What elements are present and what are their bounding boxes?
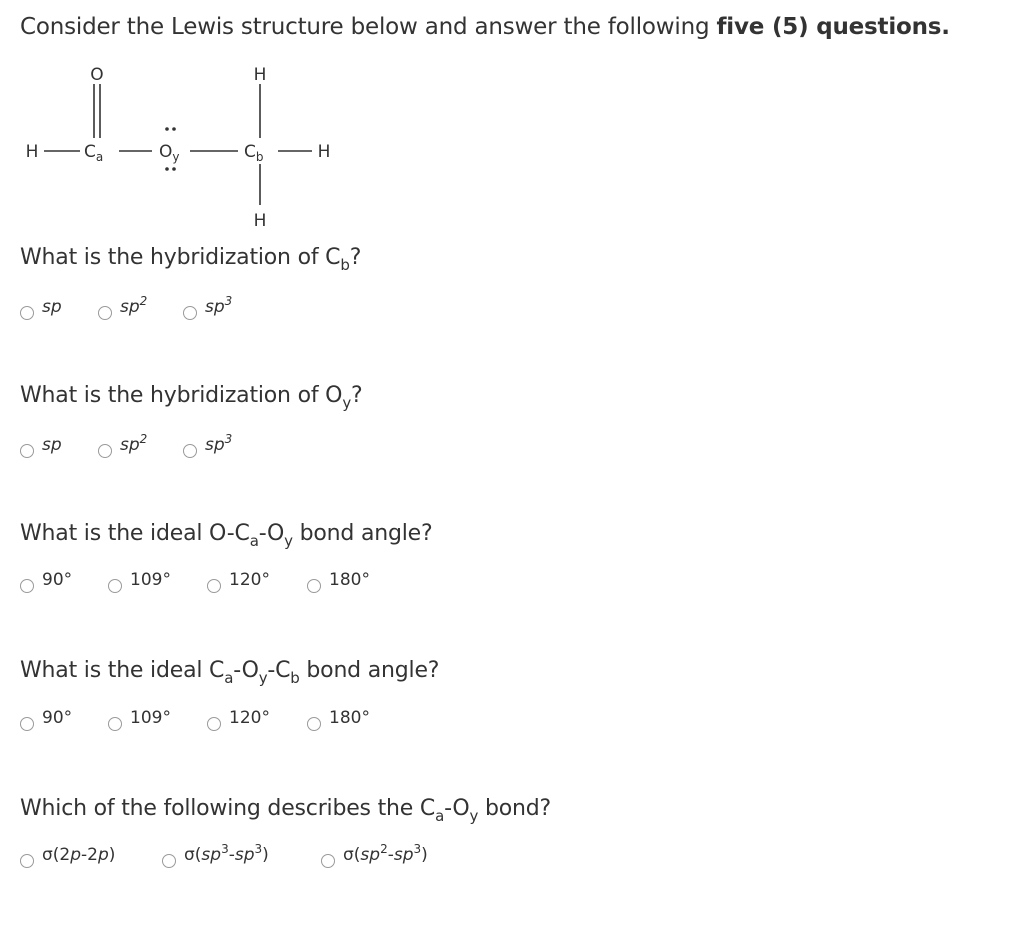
question-5-subscript: a	[435, 807, 445, 825]
radio-button[interactable]	[307, 579, 321, 593]
label-part: p	[70, 845, 82, 865]
question-4-subscript: y	[258, 669, 268, 687]
atom-c-a-letter: C	[84, 142, 96, 162]
label-part: )	[108, 845, 116, 865]
q2-option-label-sup: 3	[224, 432, 233, 446]
radio-button[interactable]	[98, 306, 112, 320]
question-1-subscript: b	[340, 256, 350, 274]
question-2-subscript: y	[342, 394, 351, 412]
q1-option-label-sup: 3	[224, 294, 233, 308]
q1-option-label-sup: 2	[139, 294, 148, 308]
radio-button[interactable]	[321, 854, 335, 868]
radio-button[interactable]	[183, 306, 197, 320]
q4-option-label: 109°	[130, 708, 171, 728]
question-5-text	[20, 796, 552, 825]
lone-pair-dot	[165, 127, 169, 131]
label-sup: 3	[221, 842, 229, 856]
intro-bold: five (5) questions.	[716, 14, 950, 40]
radio-button[interactable]	[20, 444, 34, 458]
question-4-subscript: a	[224, 669, 234, 687]
question-2-suffix: ?	[351, 383, 363, 408]
q5-option-label	[184, 842, 269, 865]
question-4-part: -O	[233, 658, 259, 683]
question-4-part: -C	[267, 658, 291, 683]
radio-button[interactable]	[183, 444, 197, 458]
label-part: -2	[81, 845, 98, 865]
lone-pair-dot	[172, 167, 176, 171]
label-part: )	[421, 845, 428, 865]
question-5-part: bond?	[478, 796, 552, 821]
lone-pair-dot	[165, 167, 169, 171]
atom-c-b	[244, 142, 264, 164]
q1-option-label	[205, 294, 233, 317]
q3-option-label: 90°	[42, 570, 73, 590]
question-3-subscript: a	[249, 532, 259, 550]
atom-o-top: O	[90, 65, 104, 85]
question-5-subscript: y	[469, 807, 479, 825]
label-part: p	[97, 845, 109, 865]
atom-o-y-subscript: y	[172, 150, 180, 164]
q5-option-label	[343, 842, 428, 865]
label-part: sp	[360, 845, 381, 865]
q3-option-label: 180°	[329, 570, 370, 590]
q4-option-label: 120°	[229, 708, 270, 728]
atom-h-bottom: H	[253, 211, 267, 231]
atom-c-b-letter: C	[244, 142, 256, 162]
radio-button[interactable]	[307, 717, 321, 731]
radio-button[interactable]	[20, 579, 34, 593]
label-part: )	[262, 845, 269, 865]
q2-option-label-base: sp	[42, 435, 62, 455]
q1-option-label	[42, 297, 62, 317]
question-2-text	[20, 383, 363, 412]
q2-option-label	[120, 432, 148, 455]
question-4-part: What is the ideal C	[20, 658, 225, 683]
label-part: σ(	[184, 845, 202, 865]
label-part: sp	[234, 845, 255, 865]
question-3-part: What is the ideal O-C	[20, 521, 250, 546]
question-4-subscript: b	[290, 669, 300, 687]
intro-plain: Consider the Lewis structure below and answer the following	[20, 14, 717, 40]
question-3-text	[20, 521, 433, 550]
label-part: σ(	[343, 845, 361, 865]
lone-pair-dot	[172, 127, 176, 131]
atom-o-y	[159, 142, 180, 164]
intro-text	[20, 14, 950, 40]
radio-button[interactable]	[162, 854, 176, 868]
atom-h-top: H	[253, 65, 267, 85]
question-2-prefix: What is the hybridization of O	[20, 383, 343, 408]
label-sup: 2	[380, 842, 388, 856]
radio-button[interactable]	[108, 579, 122, 593]
q1-option-label-base: sp	[205, 297, 225, 317]
label-sup: 3	[413, 842, 422, 856]
q2-option-label-sup: 2	[139, 432, 148, 446]
q4-option-label: 180°	[329, 708, 370, 728]
q2-option-label-base: sp	[205, 435, 225, 455]
radio-button[interactable]	[20, 306, 34, 320]
atom-c-b-subscript: b	[255, 150, 264, 164]
question-3-part: bond angle?	[292, 521, 433, 546]
q1-option-label-base: sp	[42, 297, 62, 317]
label-part: sp	[201, 845, 222, 865]
lewis-structure-diagram	[0, 55, 400, 235]
atom-c-a	[84, 142, 103, 164]
label-sup: 3	[254, 842, 263, 856]
question-4-text	[20, 658, 440, 687]
atom-c-a-subscript: a	[95, 150, 104, 164]
label-part: -	[387, 845, 394, 865]
question-1-prefix: What is the hybridization of C	[20, 245, 341, 270]
radio-button[interactable]	[20, 717, 34, 731]
radio-button[interactable]	[20, 854, 34, 868]
question-5-part: -O	[444, 796, 470, 821]
question-1-suffix: ?	[349, 245, 362, 270]
radio-button[interactable]	[207, 717, 221, 731]
atom-o-y-letter: O	[159, 142, 173, 162]
q1-option-label	[120, 294, 148, 317]
radio-button[interactable]	[108, 717, 122, 731]
radio-button[interactable]	[207, 579, 221, 593]
q2-option-label	[42, 435, 62, 455]
q2-option-label	[205, 432, 233, 455]
atom-h-left: H	[25, 142, 39, 162]
q5-option-label	[42, 845, 115, 865]
question-5-part: Which of the following describes the C	[20, 796, 436, 821]
q3-option-label: 120°	[229, 570, 270, 590]
label-part: σ(2	[42, 845, 71, 865]
radio-button[interactable]	[98, 444, 112, 458]
q2-option-label-base: sp	[120, 435, 140, 455]
label-part: -	[228, 845, 235, 865]
question-4-part: bond angle?	[299, 658, 440, 683]
q3-option-label: 109°	[130, 570, 171, 590]
q1-option-label-base: sp	[120, 297, 140, 317]
question-1-text	[20, 245, 362, 274]
label-part: sp	[393, 845, 414, 865]
question-3-subscript: y	[284, 532, 293, 550]
atom-h-right: H	[317, 142, 331, 162]
q4-option-label: 90°	[42, 708, 73, 728]
question-3-part: -O	[258, 521, 285, 546]
